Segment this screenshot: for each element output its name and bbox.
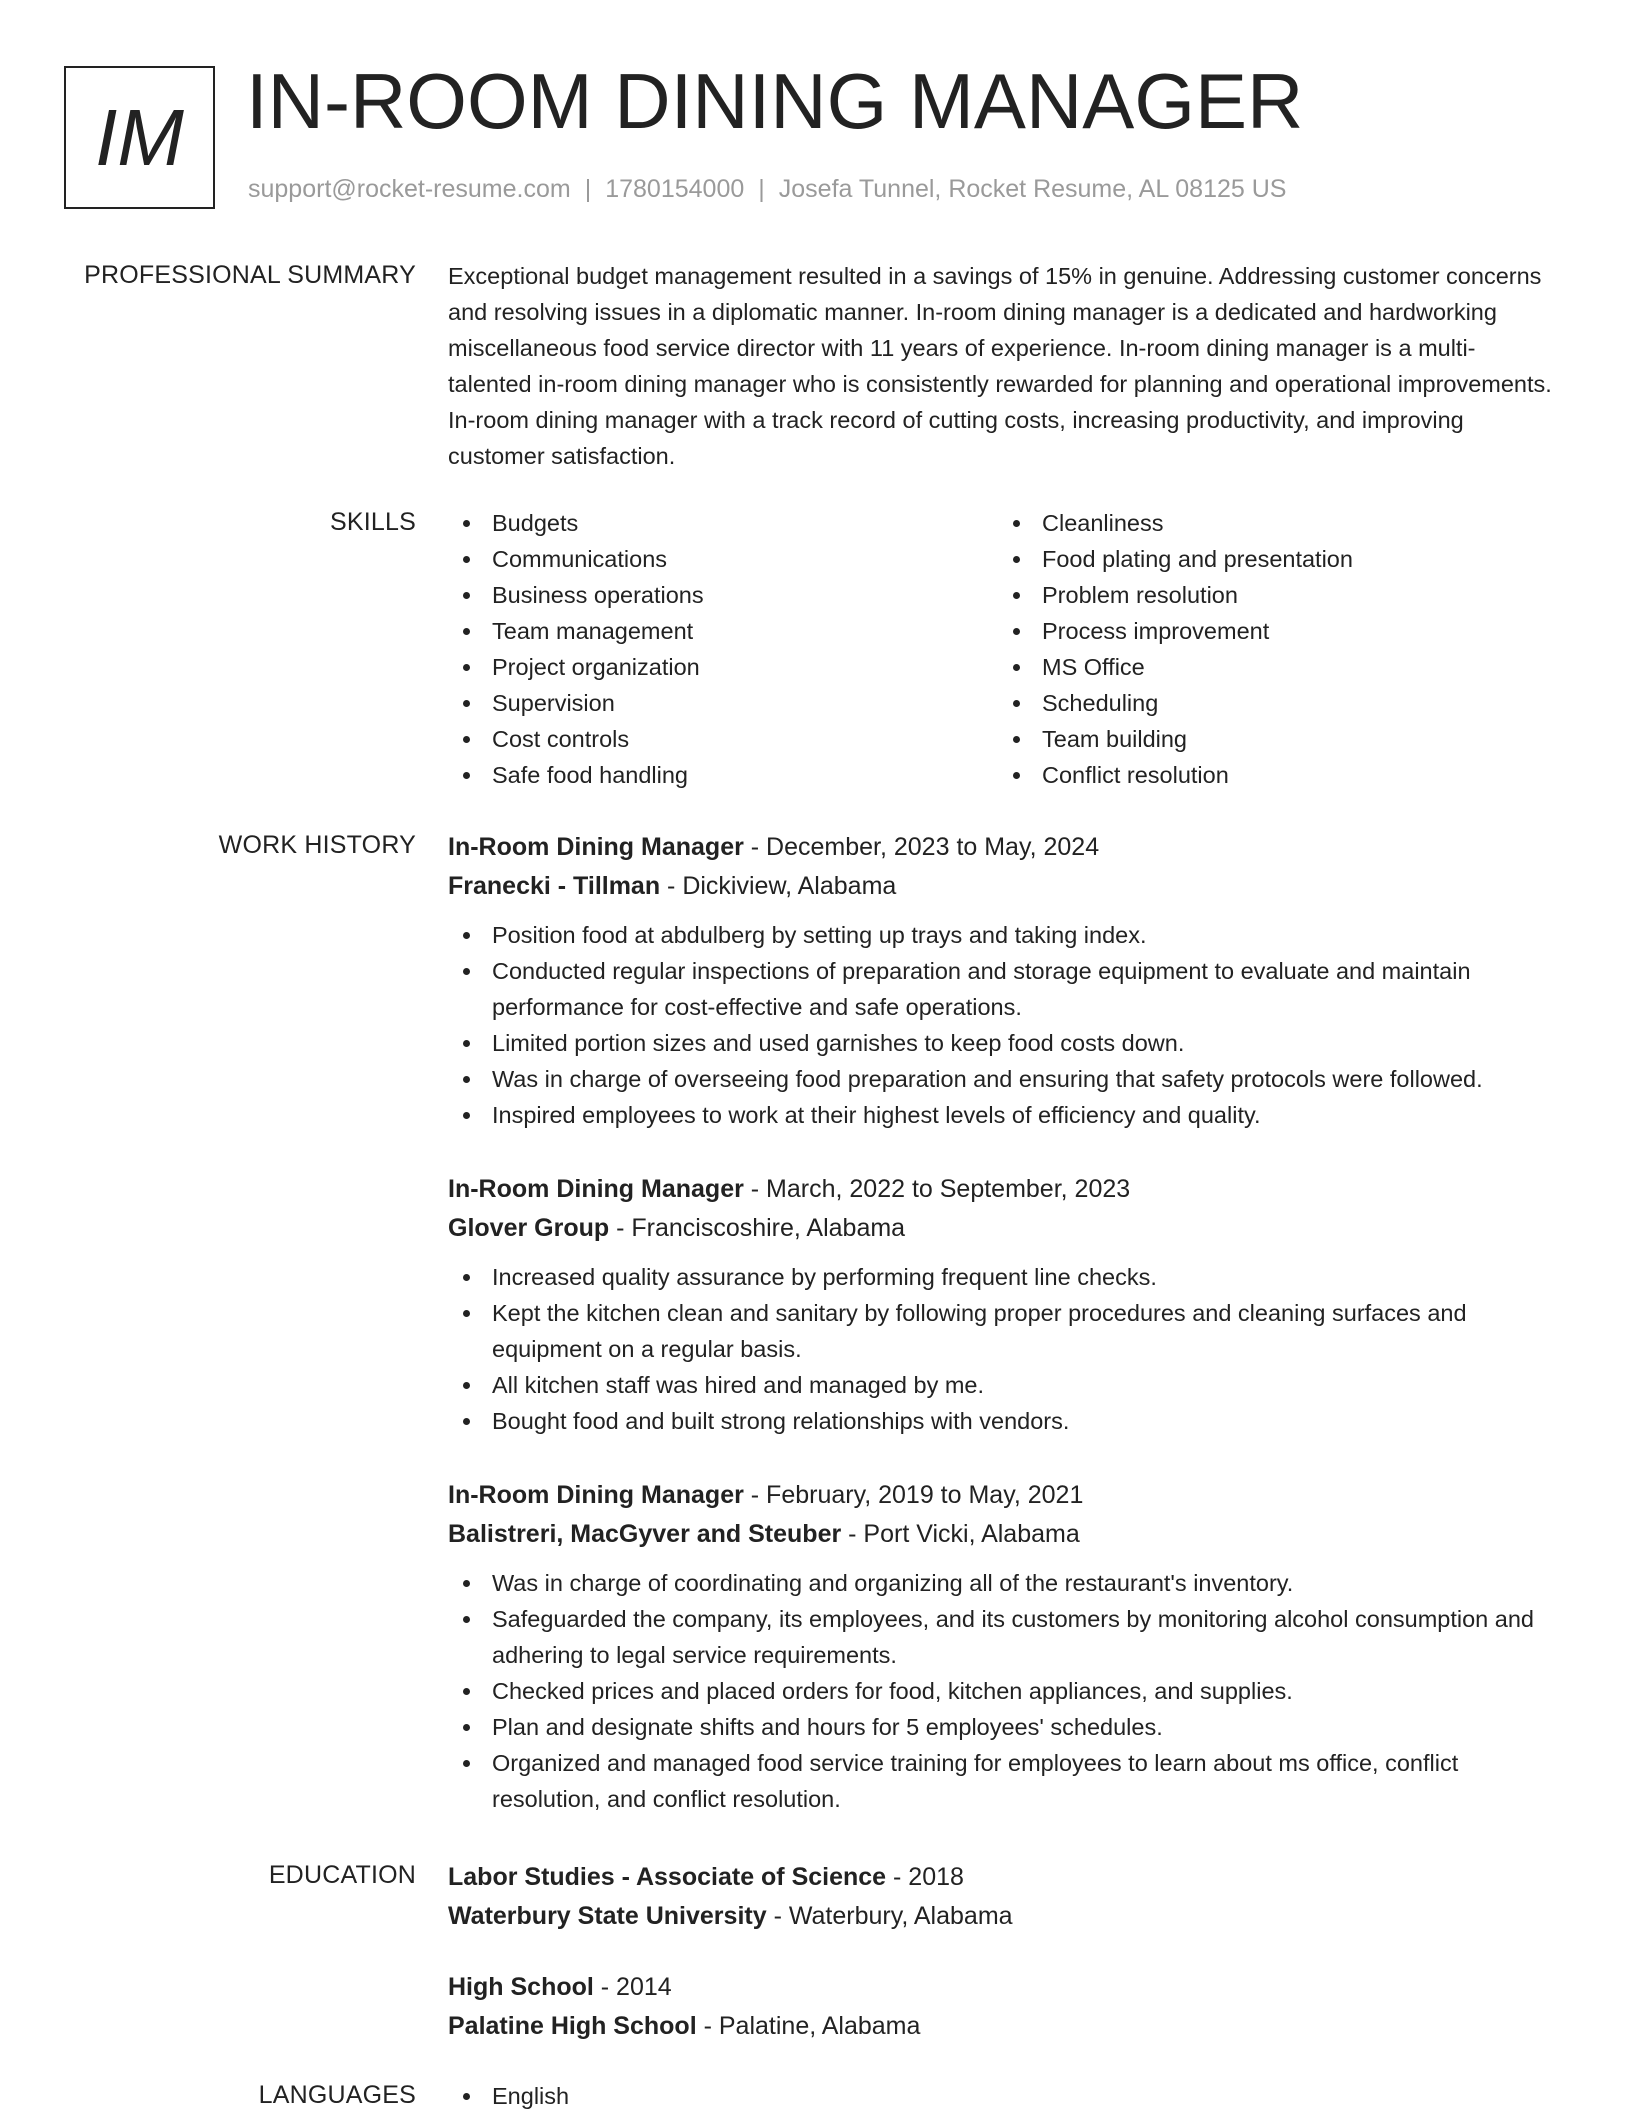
job-duty: Organized and managed food service training for employees to learn about ms office, conflict resolution, and conflict resolution. <box>448 1745 1558 1817</box>
job-company: Franecki - Tillman <box>448 872 661 900</box>
skills-list-left <box>448 505 998 793</box>
skill-item: Business operations <box>448 577 998 613</box>
education-year: - 2018 <box>886 1863 964 1891</box>
skill-item: Food plating and presentation <box>998 541 1548 577</box>
job-duties <box>448 1565 1558 1817</box>
job-location: - Port Vicki, Alabama <box>841 1520 1080 1548</box>
contact-separator: | <box>584 175 592 203</box>
job-dates: - February, 2019 to May, 2021 <box>743 1481 1084 1509</box>
language-item: English <box>448 2078 1558 2112</box>
job-duty: Position food at abdulberg by setting up trays and taking index. <box>448 917 1558 953</box>
job-duty: Checked prices and placed orders for food, kitchen appliances, and supplies. <box>448 1673 1558 1709</box>
education-school: Palatine High School <box>448 2012 697 2040</box>
job-company: Balistreri, MacGyver and Steuber <box>448 1520 842 1548</box>
job-duties <box>448 917 1558 1133</box>
skill-item: Team management <box>448 613 998 649</box>
job-title-line <box>448 1476 1558 1515</box>
skill-item: MS Office <box>998 649 1548 685</box>
job-duty: Kept the kitchen clean and sanitary by following proper procedures and cleaning surfaces and equipment on a regular basis. <box>448 1295 1558 1367</box>
skills-heading: SKILLS <box>330 508 416 536</box>
contact-phone[interactable]: 1780154000 <box>605 175 745 203</box>
job-duty: Bought food and built strong relationships with vendors. <box>448 1403 1558 1439</box>
job-duty: Safeguarded the company, its employees, and its customers by monitoring alcohol consumption and adhering to legal service requirements. <box>448 1601 1558 1673</box>
contact-separator: | <box>758 175 765 203</box>
skill-item: Process improvement <box>998 613 1548 649</box>
skill-item: Scheduling <box>998 685 1548 721</box>
job-dates: - December, 2023 to May, 2024 <box>743 833 1100 861</box>
job-entry <box>448 828 1558 1133</box>
skill-item: Project organization <box>448 649 998 685</box>
job-title-line <box>448 828 1558 867</box>
education-degree: High School <box>448 1973 594 2001</box>
skill-item: Cleanliness <box>998 505 1548 541</box>
job-title-line <box>448 1170 1558 1209</box>
job-dates: - March, 2022 to September, 2023 <box>743 1175 1131 1203</box>
job-company: Glover Group <box>448 1214 610 1242</box>
summary-heading: PROFESSIONAL SUMMARY <box>84 261 416 289</box>
contact-line <box>248 175 1286 204</box>
job-duty: Was in charge of overseeing food preparation and ensuring that safety protocols were followed. <box>448 1061 1558 1097</box>
job-role: In-Room Dining Manager <box>448 833 744 861</box>
skill-item: Cost controls <box>448 721 998 757</box>
summary-text: Exceptional budget management resulted in a savings of 15% in genuine. Addressing customer concerns and resolving issues in a diplomatic manner. In-room dining manager is a dedicated and hardworking miscellaneous food service director with 11 years of experience. In-room dining manager is a multi-talented in-room dining manager who is consistently rewarded for planning and operational improvements. In-room dining manager with a track record of cutting costs, increasing productivity, and improving customer satisfaction. <box>448 263 1552 469</box>
skill-item: Conflict resolution <box>998 757 1548 793</box>
education-entry <box>448 1968 1558 2046</box>
skill-item: Safe food handling <box>448 757 998 793</box>
monogram-logo: IM <box>64 66 215 209</box>
skill-item: Supervision <box>448 685 998 721</box>
contact-address: Josefa Tunnel, Rocket Resume, AL 08125 US <box>778 175 1287 203</box>
education-school-line <box>448 1897 1558 1936</box>
education-year: - 2014 <box>593 1973 672 2001</box>
job-company-line <box>448 1515 1558 1554</box>
education-location: - Palatine, Alabama <box>696 2012 921 2040</box>
work-history-heading: WORK HISTORY <box>218 831 416 859</box>
job-location: - Franciscoshire, Alabama <box>609 1214 906 1242</box>
education-degree-line <box>448 1968 1558 2007</box>
skill-item: Communications <box>448 541 998 577</box>
skill-item: Budgets <box>448 505 998 541</box>
resume-title: IN-ROOM DINING MANAGER <box>246 57 1304 145</box>
skill-item: Team building <box>998 721 1548 757</box>
job-duties <box>448 1259 1558 1439</box>
skill-item: Problem resolution <box>998 577 1548 613</box>
job-role: In-Room Dining Manager <box>448 1481 744 1509</box>
skills-list-right <box>998 505 1548 793</box>
job-duty: Plan and designate shifts and hours for 5 employees' schedules. <box>448 1709 1558 1745</box>
skills-grid <box>448 505 1558 793</box>
job-entry <box>448 1170 1558 1439</box>
job-duty: Was in charge of coordinating and organizing all of the restaurant's inventory. <box>448 1565 1558 1601</box>
job-role: In-Room Dining Manager <box>448 1175 744 1203</box>
contact-email[interactable]: support@rocket-resume.com <box>248 175 571 203</box>
education-school-line <box>448 2007 1558 2046</box>
languages-heading: LANGUAGES <box>258 2081 416 2109</box>
education-school: Waterbury State University <box>448 1902 767 1930</box>
job-duty: Limited portion sizes and used garnishes to keep food costs down. <box>448 1025 1558 1061</box>
languages-list <box>448 2078 1558 2112</box>
job-company-line <box>448 867 1558 906</box>
job-duty: Inspired employees to work at their highest levels of efficiency and quality. <box>448 1097 1558 1133</box>
job-location: - Dickiview, Alabama <box>660 872 897 900</box>
education-degree-line <box>448 1858 1558 1897</box>
education-heading: EDUCATION <box>268 1861 416 1889</box>
job-entry <box>448 1476 1558 1817</box>
job-duty: All kitchen staff was hired and managed by me. <box>448 1367 1558 1403</box>
job-duty: Increased quality assurance by performing frequent line checks. <box>448 1259 1558 1295</box>
education-location: - Waterbury, Alabama <box>766 1902 1013 1930</box>
job-company-line <box>448 1209 1558 1248</box>
job-duty: Conducted regular inspections of preparation and storage equipment to evaluate and maintain performance for cost-effective and safe operations. <box>448 953 1558 1025</box>
education-degree: Labor Studies - Associate of Science <box>448 1863 887 1891</box>
education-entry <box>448 1858 1558 1936</box>
